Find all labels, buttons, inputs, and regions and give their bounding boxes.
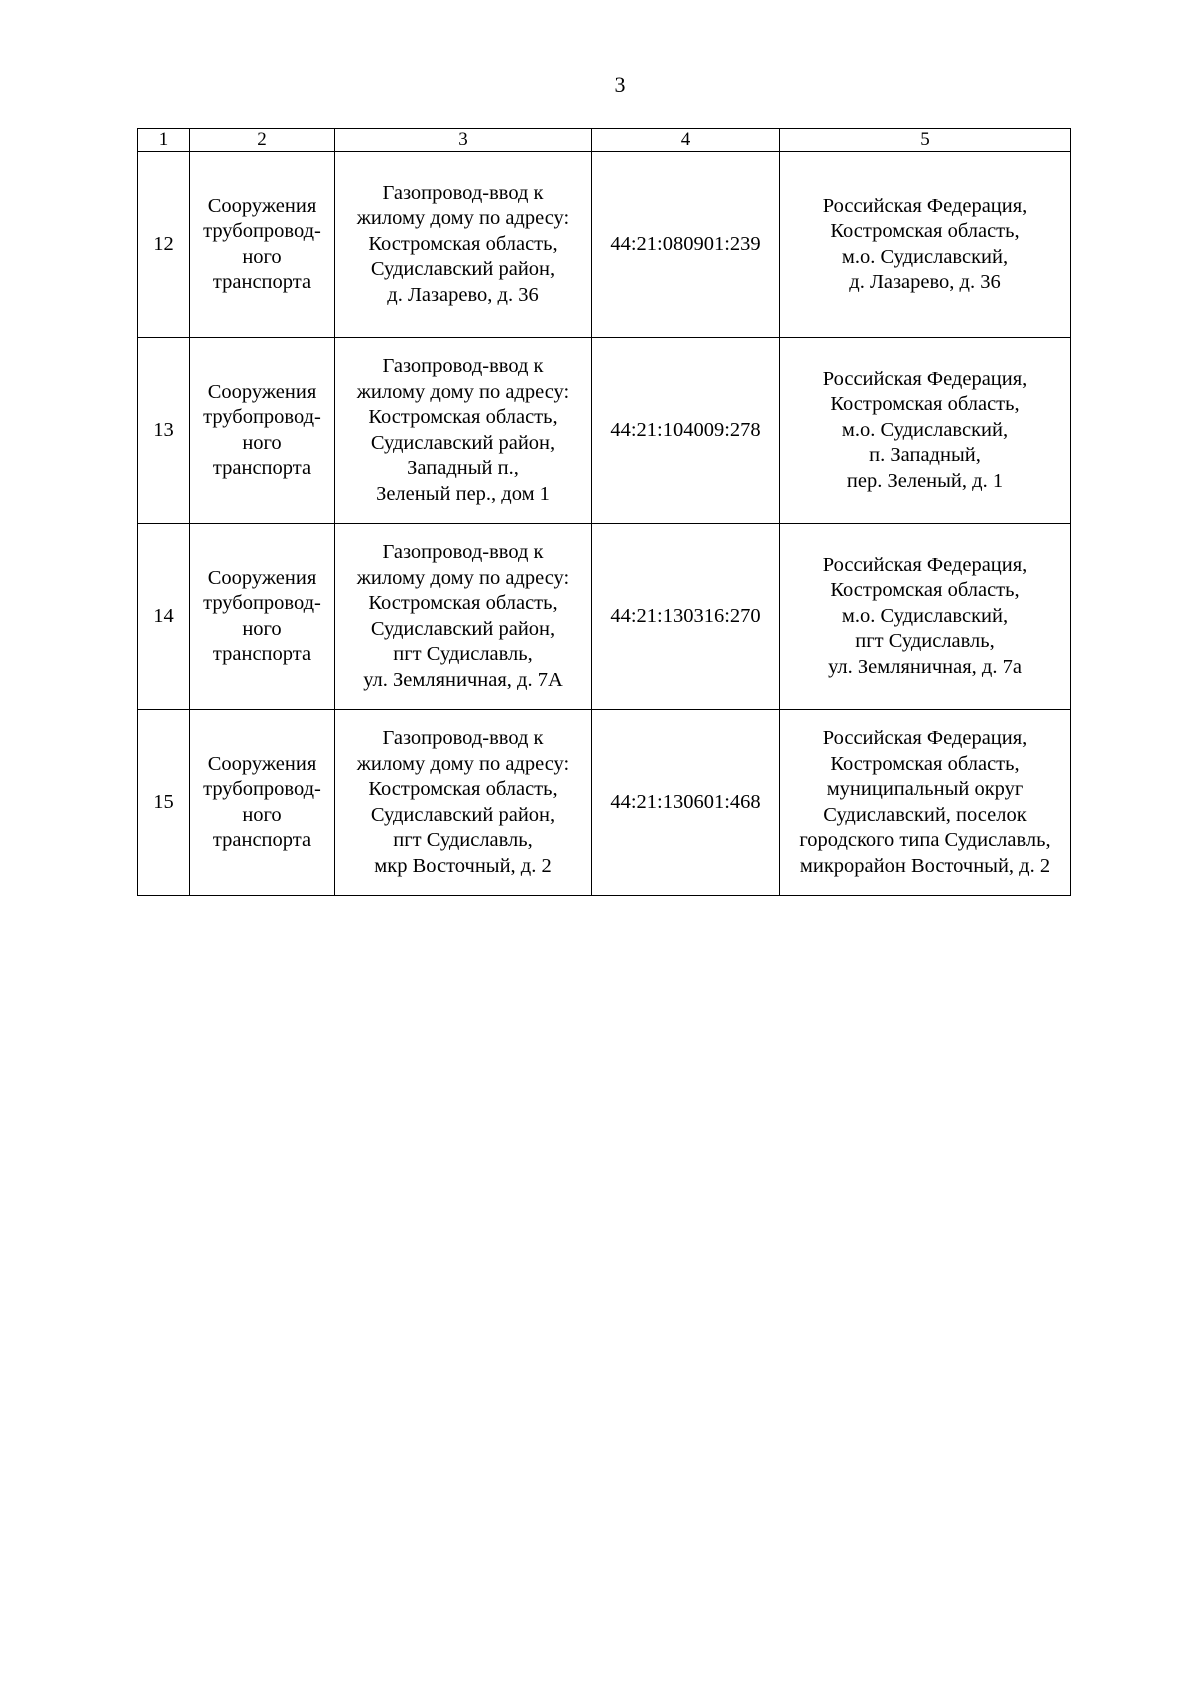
object-name-cell: Газопровод-ввод к жилому дому по адресу: Костромская область, Судиславский район, д. Лазарево, д. 36 <box>335 152 592 338</box>
object-name-cell: Газопровод-ввод к жилому дому по адресу: Костромская область, Судиславский район, пгт Судиславль, мкр Восточный, д. 2 <box>335 710 592 896</box>
table-row <box>138 524 1071 710</box>
page-number: 3 <box>614 72 626 97</box>
object-name-cell: Газопровод-ввод к жилому дому по адресу: Костромская область, Судиславский район, Западный п., Зеленый пер., дом 1 <box>335 338 592 524</box>
cadastral-number-cell: 44:21:080901:239 <box>592 152 780 338</box>
table-row <box>138 338 1071 524</box>
cadastral-number-cell: 44:21:104009:278 <box>592 338 780 524</box>
column-header-3: 3 <box>335 129 592 152</box>
address-cell: Российская Федерация, Костромская область, муниципальный округ Судиславский, поселок городского типа Судиславль, микрорайон Восточный, д. 2 <box>780 710 1071 896</box>
cadastral-number-cell: 44:21:130601:468 <box>592 710 780 896</box>
object-type-cell: Сооружения трубопровод- ного транспорта <box>190 710 335 896</box>
object-type-cell: Сооружения трубопровод- ного транспорта <box>190 524 335 710</box>
row-number-cell: 14 <box>138 524 190 710</box>
address-cell: Российская Федерация, Костромская область, м.о. Судиславский, п. Западный, пер. Зеленый, д. 1 <box>780 338 1071 524</box>
row-number-cell: 12 <box>138 152 190 338</box>
column-header-1: 1 <box>138 129 190 152</box>
column-header-2: 2 <box>190 129 335 152</box>
address-cell: Российская Федерация, Костромская область, м.о. Судиславский, пгт Судиславль, ул. Земляничная, д. 7а <box>780 524 1071 710</box>
registry-table <box>137 128 1071 896</box>
column-header-4: 4 <box>592 129 780 152</box>
column-header-5: 5 <box>780 129 1071 152</box>
object-name-cell: Газопровод-ввод к жилому дому по адресу: Костромская область, Судиславский район, пгт Судиславль, ул. Земляничная, д. 7А <box>335 524 592 710</box>
object-type-cell: Сооружения трубопровод- ного транспорта <box>190 152 335 338</box>
object-type-cell: Сооружения трубопровод- ного транспорта <box>190 338 335 524</box>
row-number-cell: 15 <box>138 710 190 896</box>
cadastral-number-cell: 44:21:130316:270 <box>592 524 780 710</box>
address-cell: Российская Федерация, Костромская область, м.о. Судиславский, д. Лазарево, д. 36 <box>780 152 1071 338</box>
table-row <box>138 710 1071 896</box>
table-row <box>138 152 1071 338</box>
table-header-row <box>138 129 1071 152</box>
row-number-cell: 13 <box>138 338 190 524</box>
